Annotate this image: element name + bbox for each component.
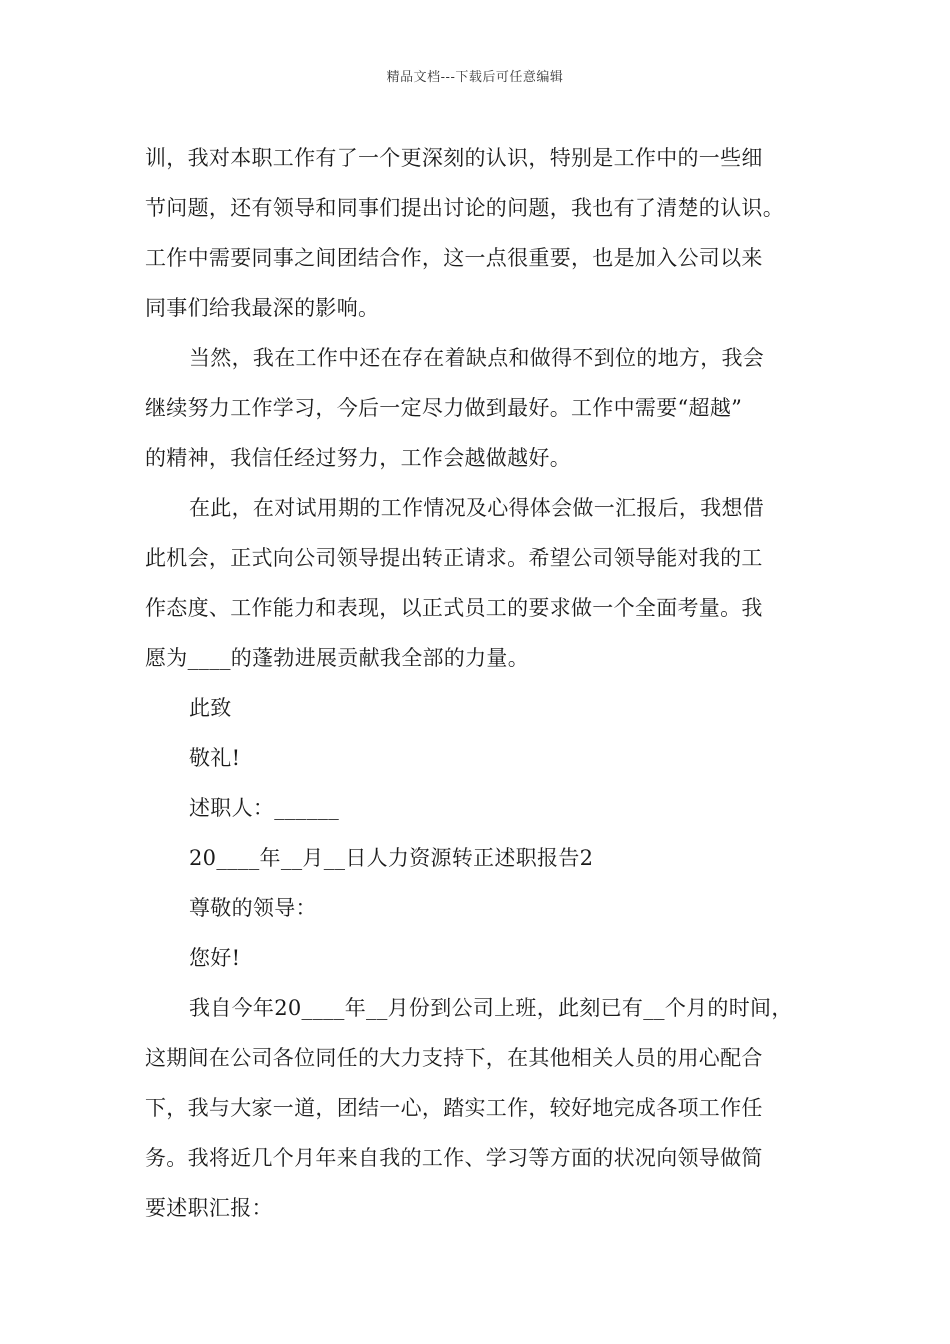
text-line: 作态度、工作能力和表现，以正式员工的要求做一个全面考量。我 [145, 596, 763, 620]
text-line: 敬礼! [189, 746, 241, 770]
text-line: 尊敬的领导： [189, 896, 317, 920]
text-line: 愿为____的蓬勃进展贡献我全部的力量。 [145, 646, 529, 670]
text-line: 当然，我在工作中还在存在着缺点和做得不到位的地方，我会 [189, 346, 765, 370]
text-line: 工作中需要同事之间团结合作，这一点很重要，也是加入公司以来 [145, 246, 763, 270]
text-line: 同事们给我最深的影响。 [145, 296, 380, 320]
text-line: 您好! [189, 946, 241, 970]
text-line: 节问题，还有领导和同事们提出讨论的问题，我也有了清楚的认识。 [145, 196, 784, 220]
document-body [145, 133, 835, 1233]
page-header: 精品文档---下载后可任意编辑 [386, 70, 564, 85]
text-line: 务。我将近几个月年来自我的工作、学习等方面的状况向领导做简 [145, 1146, 763, 1170]
text-line: 下，我与大家一道，团结一心，踏实工作，较好地完成各项工作任 [145, 1096, 763, 1120]
text-line: 训，我对本职工作有了一个更深刻的认识，特别是工作中的一些细 [145, 146, 763, 170]
text-line: 此机会，正式向公司领导提出转正请求。希望公司领导能对我的工 [145, 546, 763, 570]
text-line: 继续努力工作学习，今后一定尽力做到最好。工作中需要“超越” [145, 396, 743, 420]
text-line: 此致 [189, 696, 232, 720]
text-line: 的精神，我信任经过努力，工作会越做越好。 [145, 446, 571, 470]
text-line: 在此，在对试用期的工作情况及心得体会做一汇报后，我想借 [189, 496, 765, 520]
text-line: 这期间在公司各位同任的大力支持下，在其他相关人员的用心配合 [145, 1046, 763, 1070]
text-line: 我自今年20____年__月份到公司上班，此刻已有__个月的时间， [189, 996, 793, 1020]
text-line: 20____年__月__日人力资源转正述职报告2 [189, 846, 594, 870]
text-line: 要述职汇报： [145, 1196, 273, 1220]
text-line: 述职人：______ [189, 796, 339, 820]
